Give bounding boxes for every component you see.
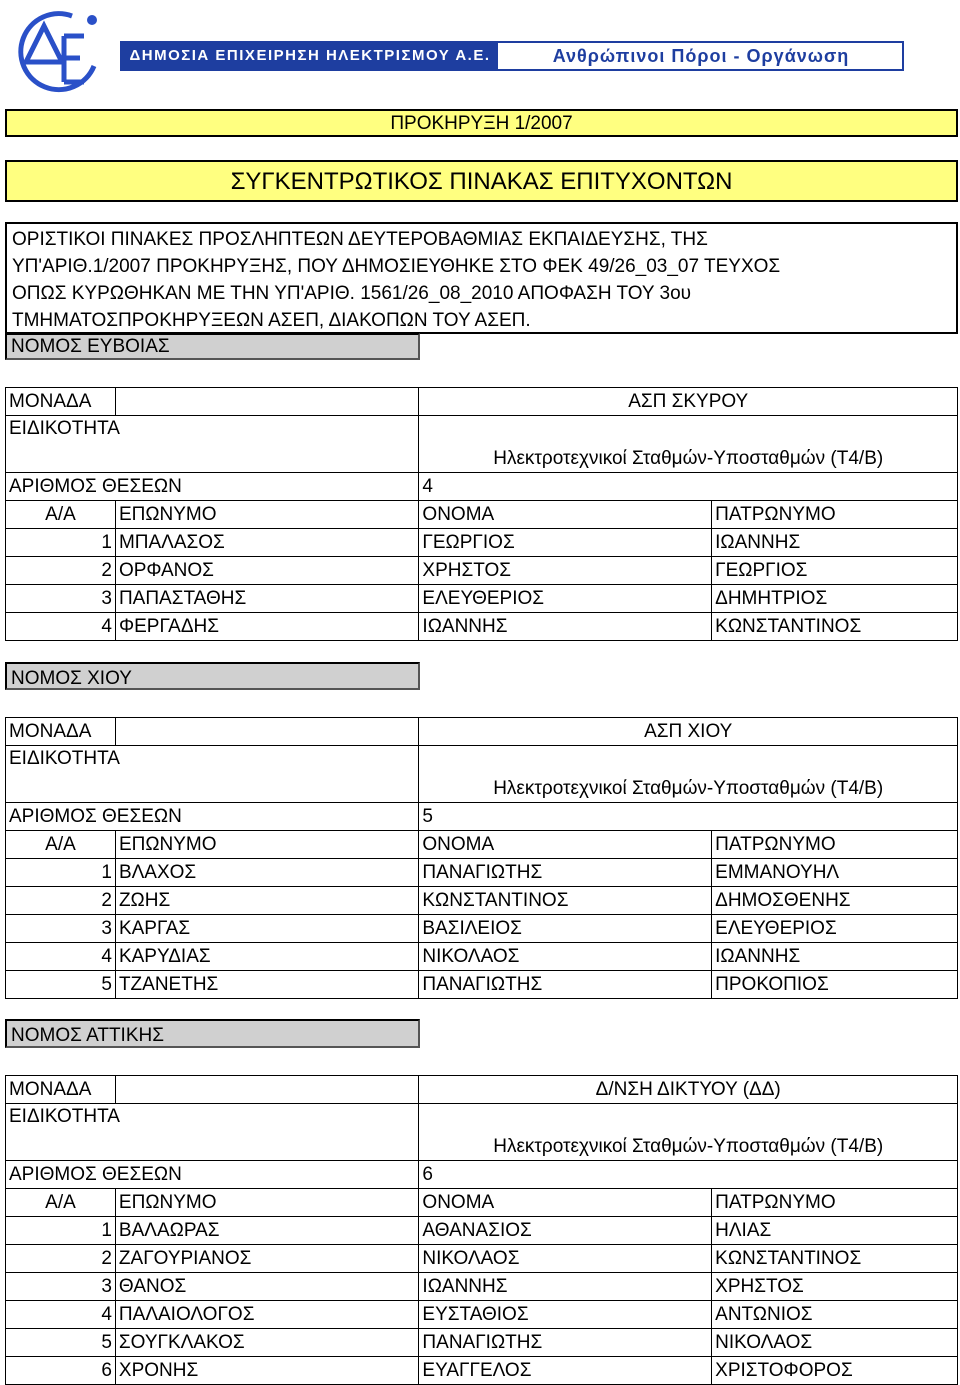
row-number: 3 (6, 1273, 116, 1301)
spacer-cell (115, 388, 418, 416)
row-surname: ΠΑΛΑΙΟΛΟΓΟΣ (115, 1301, 419, 1329)
spacer-cell (115, 1076, 419, 1104)
row-father: ΝΙΚΟΛΑΟΣ (712, 1329, 958, 1357)
row-surname: ΖΑΓΟΥΡΙΑΝΟΣ (115, 1245, 419, 1273)
org-name: ΔΗΜΟΣΙΑ ΕΠΙΧΕΙΡΗΣΗ ΗΛΕΚΤΡΙΣΜΟΥ Α.Ε. (122, 43, 498, 69)
row-name: ΑΘΑΝΑΣΙΟΣ (419, 1217, 712, 1245)
dei-logo-icon (14, 6, 100, 102)
table-row (6, 557, 958, 585)
specialty-value: Ηλεκτροτεχνικοί Σταθμών-Υποσταθμών (Τ4/Β) (419, 416, 958, 473)
positions-label: ΑΡΙΘΜΟΣ ΘΕΣΕΩΝ (6, 803, 419, 831)
row-surname: ΟΡΦΑΝΟΣ (115, 557, 418, 585)
positions-row (6, 803, 958, 831)
row-father: ΚΩΝΣΤΑΝΤΙΝΟΣ (712, 613, 958, 641)
col-father: ΠΑΤΡΩΝΥΜΟ (712, 831, 958, 859)
specialty-row (6, 746, 958, 803)
section-table (5, 1075, 958, 1385)
row-father: ΑΝΤΩΝΙΟΣ (712, 1301, 958, 1329)
row-number: 1 (6, 859, 116, 887)
dept-name: Ανθρώπινοι Πόροι - Οργάνωση (552, 46, 850, 66)
row-name: ΠΑΝΑΓΙΩΤΗΣ (419, 971, 712, 999)
unit-row (6, 718, 958, 746)
row-number: 1 (6, 529, 116, 557)
row-father: ΔΗΜΟΣΘΕΝΗΣ (712, 887, 958, 915)
specialty-row (6, 416, 958, 473)
row-number: 2 (6, 887, 116, 915)
row-name: ΒΑΣΙΛΕΙΟΣ (419, 915, 712, 943)
positions-value: 6 (419, 1161, 958, 1189)
table-row (6, 943, 958, 971)
row-name: ΓΕΩΡΓΙΟΣ (419, 529, 712, 557)
table-row (6, 529, 958, 557)
row-number: 5 (6, 1329, 116, 1357)
row-surname: ΒΑΛΑΩΡΑΣ (115, 1217, 419, 1245)
section-table (5, 387, 958, 641)
unit-value: ΑΣΠ ΣΚΥΡΟΥ (419, 388, 958, 416)
specialty-label: ΕΙΔΙΚΟΤΗΤΑ (6, 1104, 419, 1161)
row-surname: ΖΩΗΣ (115, 887, 418, 915)
row-surname: ΣΟΥΓΚΛΑΚΟΣ (115, 1329, 419, 1357)
row-father: ΠΡΟΚΟΠΙΟΣ (712, 971, 958, 999)
unit-value: Δ/ΝΣΗ ΔΙΚΤΥΟΥ (ΔΔ) (419, 1076, 958, 1104)
unit-label: ΜΟΝΑΔΑ (6, 1076, 116, 1104)
positions-label: ΑΡΙΘΜΟΣ ΘΕΣΕΩΝ (6, 1161, 419, 1189)
table-row (6, 1217, 958, 1245)
col-num: Α/Α (6, 501, 116, 529)
specialty-label: ΕΙΔΙΚΟΤΗΤΑ (6, 416, 419, 473)
page-subtitle-text: ΣΥΓΚΕΝΤΡΩΤΙΚΟΣ ΠΙΝΑΚΑΣ ΕΠΙΤΥΧΟΝΤΩΝ (230, 168, 733, 195)
positions-label: ΑΡΙΘΜΟΣ ΘΕΣΕΩΝ (6, 473, 419, 501)
row-surname: ΒΛΑΧΟΣ (115, 859, 418, 887)
row-father: ΧΡΙΣΤΟΦΟΡΟΣ (712, 1357, 958, 1385)
col-name: ΟΝΟΜΑ (419, 831, 712, 859)
row-surname: ΦΕΡΓΑΔΗΣ (115, 613, 418, 641)
specialty-label: ΕΙΔΙΚΟΤΗΤΑ (6, 746, 419, 803)
row-surname: ΚΑΡΓΑΣ (115, 915, 418, 943)
unit-row (6, 388, 958, 416)
col-father: ΠΑΤΡΩΝΥΜΟ (712, 501, 958, 529)
positions-row (6, 473, 958, 501)
row-name: ΠΑΝΑΓΙΩΤΗΣ (419, 1329, 712, 1357)
section-table (5, 717, 958, 999)
table-header-row (6, 1189, 958, 1217)
unit-row (6, 1076, 958, 1104)
row-father: ΕΜΜΑΝΟΥΗΛ (712, 859, 958, 887)
description-line: ΥΠ'ΑΡΙΘ.1/2007 ΠΡΟΚΗΡΥΞΗΣ, ΠΟΥ ΔΗΜΟΣΙΕΥΘΗΚΕ ΣΤΟ ΦΕΚ 49/26_03_07 ΤΕΥΧΟΣ (12, 256, 781, 277)
row-name: ΝΙΚΟΛΑΟΣ (419, 1245, 712, 1273)
row-surname: ΧΡΟΝΗΣ (115, 1357, 419, 1385)
unit-label: ΜΟΝΑΔΑ (6, 388, 116, 416)
page-subtitle (5, 160, 958, 202)
table-row (6, 1273, 958, 1301)
description-line: ΤΜΗΜΑΤΟΣΠΡΟΚΗΡΥΞΕΩΝ ΑΣΕΠ, ΔΙΑΚΟΠΩΝ ΤΟΥ ΑΣΕΠ. (12, 310, 531, 331)
row-number: 3 (6, 915, 116, 943)
specialty-row (6, 1104, 958, 1161)
row-name: ΕΥΑΓΓΕΛΟΣ (419, 1357, 712, 1385)
specialty-value: Ηλεκτροτεχνικοί Σταθμών-Υποσταθμών (Τ4/Β) (419, 1104, 958, 1161)
row-number: 4 (6, 613, 116, 641)
row-father: ΚΩΝΣΤΑΝΤΙΝΟΣ (712, 1245, 958, 1273)
page-title-text: ΠΡΟΚΗΡΥΞΗ 1/2007 (390, 113, 573, 134)
row-name: ΙΩΑΝΝΗΣ (419, 613, 712, 641)
col-num: Α/Α (6, 831, 116, 859)
table-row (6, 1245, 958, 1273)
description-box (5, 222, 958, 334)
col-surname: ΕΠΩΝΥΜΟ (115, 501, 418, 529)
row-number: 4 (6, 943, 116, 971)
col-name: ΟΝΟΜΑ (419, 501, 712, 529)
section-nomos: ΝΟΜΟΣ ΕΥΒΟΙΑΣ (5, 333, 420, 360)
col-num: Α/Α (6, 1189, 116, 1217)
specialty-value: Ηλεκτροτεχνικοί Σταθμών-Υποσταθμών (Τ4/Β) (419, 746, 958, 803)
unit-value: ΑΣΠ ΧΙΟΥ (419, 718, 958, 746)
page-title (5, 109, 958, 137)
section-nomos: ΝΟΜΟΣ ΑΤΤΙΚΗΣ (5, 1019, 420, 1048)
positions-value: 4 (419, 473, 958, 501)
col-father: ΠΑΤΡΩΝΥΜΟ (712, 1189, 958, 1217)
row-number: 2 (6, 1245, 116, 1273)
table-row (6, 971, 958, 999)
row-number: 4 (6, 1301, 116, 1329)
table-row (6, 585, 958, 613)
row-father: ΔΗΜΗΤΡΙΟΣ (712, 585, 958, 613)
row-number: 5 (6, 971, 116, 999)
row-father: ΕΛΕΥΘΕΡΙΟΣ (712, 915, 958, 943)
unit-label: ΜΟΝΑΔΑ (6, 718, 116, 746)
col-name: ΟΝΟΜΑ (419, 1189, 712, 1217)
row-number: 6 (6, 1357, 116, 1385)
table-row (6, 1329, 958, 1357)
description-line: ΟΠΩΣ ΚΥΡΩΘΗΚΑΝ ΜΕ ΤΗΝ ΥΠ'ΑΡΙΘ. 1561/26_08_2010 ΑΠΟΦΑΣΗ ΤΟΥ 3ου (12, 283, 692, 304)
row-number: 3 (6, 585, 116, 613)
row-name: ΙΩΑΝΝΗΣ (419, 1273, 712, 1301)
row-name: ΝΙΚΟΛΑΟΣ (419, 943, 712, 971)
row-father: ΧΡΗΣΤΟΣ (712, 1273, 958, 1301)
table-row (6, 1301, 958, 1329)
section-nomos: ΝΟΜΟΣ ΧΙΟΥ (5, 662, 420, 690)
row-surname: ΘΑΝΟΣ (115, 1273, 419, 1301)
table-header-row (6, 831, 958, 859)
table-row (6, 915, 958, 943)
row-father: ΙΩΑΝΝΗΣ (712, 943, 958, 971)
spacer-cell (115, 718, 418, 746)
row-name: ΚΩΝΣΤΑΝΤΙΝΟΣ (419, 887, 712, 915)
row-father: ΓΕΩΡΓΙΟΣ (712, 557, 958, 585)
col-surname: ΕΠΩΝΥΜΟ (115, 831, 418, 859)
row-father: ΗΛΙΑΣ (712, 1217, 958, 1245)
table-row (6, 1357, 958, 1385)
table-row (6, 613, 958, 641)
row-surname: ΤΖΑΝΕΤΗΣ (115, 971, 418, 999)
description-line: ΟΡΙΣΤΙΚΟΙ ΠΙΝΑΚΕΣ ΠΡΟΣΛΗΠΤΕΩΝ ΔΕΥΤΕΡΟΒΑΘΜΙΑΣ ΕΚΠΑΙΔΕΥΣΗΣ, ΤΗΣ (12, 229, 708, 250)
col-surname: ΕΠΩΝΥΜΟ (115, 1189, 419, 1217)
table-row (6, 859, 958, 887)
row-number: 1 (6, 1217, 116, 1245)
row-name: ΕΥΣΤΑΘΙΟΣ (419, 1301, 712, 1329)
row-name: ΧΡΗΣΤΟΣ (419, 557, 712, 585)
table-row (6, 887, 958, 915)
row-surname: ΜΠΑΛΑΣΟΣ (115, 529, 418, 557)
positions-value: 5 (419, 803, 958, 831)
row-name: ΕΛΕΥΘΕΡΙΟΣ (419, 585, 712, 613)
row-surname: ΚΑΡΥΔΙΑΣ (115, 943, 418, 971)
row-father: ΙΩΑΝΝΗΣ (712, 529, 958, 557)
table-header-row (6, 501, 958, 529)
row-name: ΠΑΝΑΓΙΩΤΗΣ (419, 859, 712, 887)
row-surname: ΠΑΠΑΣΤΑΘΗΣ (115, 585, 418, 613)
row-number: 2 (6, 557, 116, 585)
positions-row (6, 1161, 958, 1189)
